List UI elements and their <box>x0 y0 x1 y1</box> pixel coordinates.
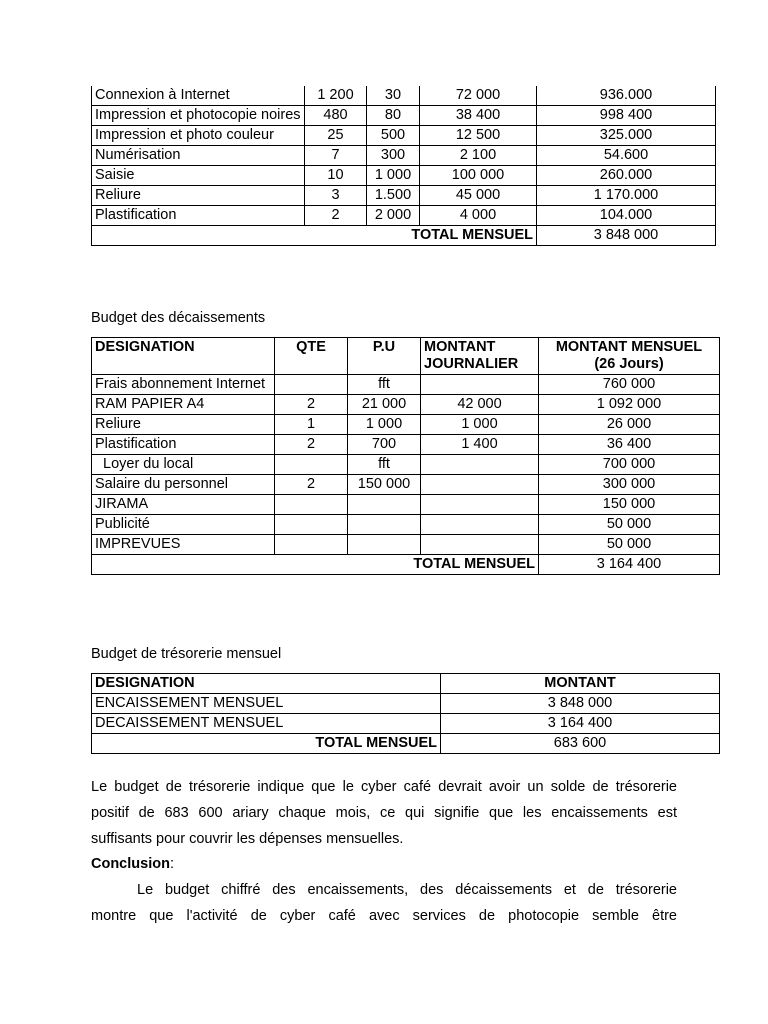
designation-cell: Plastification <box>92 435 275 455</box>
qte-cell: 480 <box>305 106 367 126</box>
montant-journalier-cell: 2 100 <box>420 146 537 166</box>
table-row <box>92 475 720 495</box>
tresorerie-paragraph <box>91 774 677 852</box>
total-row <box>92 734 720 754</box>
montant-mensuel-cell: 36 400 <box>539 435 720 455</box>
pu-cell <box>348 515 421 535</box>
tresorerie-title: Budget de trésorerie mensuel <box>91 646 282 662</box>
montant-mensuel-cell: 54.600 <box>537 146 716 166</box>
montant-journalier-cell: 12 500 <box>420 126 537 146</box>
pu-cell <box>348 535 421 555</box>
qte-cell: 1 <box>275 415 348 435</box>
designation-cell: DECAISSEMENT MENSUEL <box>92 714 441 734</box>
montant-journalier-cell: 42 000 <box>421 395 539 415</box>
pu-cell: 80 <box>367 106 420 126</box>
qte-cell <box>275 455 348 475</box>
pu-cell: 300 <box>367 146 420 166</box>
designation-cell: Reliure <box>92 415 275 435</box>
header-designation: DESIGNATION <box>92 338 275 375</box>
qte-cell <box>275 495 348 515</box>
montant-mensuel-cell: 700 000 <box>539 455 720 475</box>
pu-cell: 700 <box>348 435 421 455</box>
table-row <box>92 106 716 126</box>
qte-cell <box>275 515 348 535</box>
header-montant-mensuel-line2: (26 Jours) <box>594 356 664 372</box>
montant-mensuel-cell: 50 000 <box>539 535 720 555</box>
montant-journalier-cell <box>421 475 539 495</box>
pu-cell: 30 <box>367 86 420 106</box>
montant-mensuel-cell: 325.000 <box>537 126 716 146</box>
montant-cell: 3 164 400 <box>441 714 720 734</box>
header-montant-journalier: MONTANT JOURNALIER <box>421 338 539 375</box>
montant-mensuel-cell: 1 170.000 <box>537 186 716 206</box>
qte-cell: 1 200 <box>305 86 367 106</box>
total-row <box>92 226 716 246</box>
table-row <box>92 714 720 734</box>
designation-cell: Loyer du local <box>92 455 275 475</box>
montant-journalier-cell <box>421 495 539 515</box>
qte-cell: 10 <box>305 166 367 186</box>
decaissements-header-row <box>92 338 720 375</box>
header-pu: P.U <box>348 338 421 375</box>
montant-journalier-cell: 45 000 <box>420 186 537 206</box>
montant-cell: 3 848 000 <box>441 694 720 714</box>
paragraph-line-3: suffisants pour couvrir les dépenses mensuelles. <box>91 831 404 847</box>
montant-journalier-cell: 1 000 <box>421 415 539 435</box>
decaissements-table <box>91 337 720 575</box>
designation-cell: IMPREVUES <box>92 535 275 555</box>
tresorerie-table <box>91 673 720 754</box>
montant-journalier-cell: 38 400 <box>420 106 537 126</box>
encaissements-table <box>91 86 716 246</box>
montant-mensuel-cell: 104.000 <box>537 206 716 226</box>
table-row <box>92 126 716 146</box>
conclusion-line-2: montre que l'activité de cyber café avec services de photocopie semble être <box>91 908 677 924</box>
header-montant-mensuel <box>539 338 720 375</box>
montant-journalier-cell <box>421 515 539 535</box>
montant-journalier-cell: 72 000 <box>420 86 537 106</box>
total-value: 3 848 000 <box>537 226 716 246</box>
table-row <box>92 375 720 395</box>
qte-cell: 7 <box>305 146 367 166</box>
designation-cell: Connexion à Internet <box>92 86 305 106</box>
designation-cell: Frais abonnement Internet <box>92 375 275 395</box>
montant-mensuel-cell: 300 000 <box>539 475 720 495</box>
designation-cell: Salaire du personnel <box>92 475 275 495</box>
table-row <box>92 694 720 714</box>
header-montant-mensuel-line1: MONTANT MENSUEL <box>555 339 703 355</box>
total-row <box>92 555 720 575</box>
pu-cell: 1 000 <box>348 415 421 435</box>
montant-journalier-cell: 4 000 <box>420 206 537 226</box>
paragraph-line-1: Le budget de trésorerie indique que le cyber café devrait avoir un solde de trésorerie <box>91 779 677 795</box>
pu-cell: 1.500 <box>367 186 420 206</box>
table-row <box>92 415 720 435</box>
designation-cell: Saisie <box>92 166 305 186</box>
montant-mensuel-cell: 260.000 <box>537 166 716 186</box>
table-row <box>92 86 716 106</box>
qte-cell: 2 <box>275 395 348 415</box>
table-row <box>92 395 720 415</box>
montant-mensuel-cell: 150 000 <box>539 495 720 515</box>
tresorerie-header-row <box>92 674 720 694</box>
montant-mensuel-cell: 760 000 <box>539 375 720 395</box>
conclusion-label: Conclusion <box>91 856 170 872</box>
montant-mensuel-cell: 998 400 <box>537 106 716 126</box>
designation-cell: Impression et photocopie noires <box>92 106 305 126</box>
designation-cell: RAM PAPIER A4 <box>92 395 275 415</box>
montant-mensuel-cell: 26 000 <box>539 415 720 435</box>
conclusion-heading <box>91 852 174 876</box>
designation-cell: Numérisation <box>92 146 305 166</box>
designation-cell: Plastification <box>92 206 305 226</box>
conclusion-paragraph <box>91 877 677 929</box>
table-row <box>92 166 716 186</box>
montant-journalier-cell <box>421 535 539 555</box>
qte-cell: 2 <box>275 435 348 455</box>
table-row <box>92 186 716 206</box>
table-row <box>92 515 720 535</box>
pu-cell: 1 000 <box>367 166 420 186</box>
paragraph-line-2: positif de 683 600 ariary chaque mois, ce qui signifie que les encaissements est <box>91 805 677 821</box>
total-value: 3 164 400 <box>539 555 720 575</box>
table-row <box>92 146 716 166</box>
header-designation: DESIGNATION <box>92 674 441 694</box>
montant-mensuel-cell: 50 000 <box>539 515 720 535</box>
pu-cell: fft <box>348 455 421 475</box>
designation-cell: Reliure <box>92 186 305 206</box>
qte-cell: 2 <box>275 475 348 495</box>
pu-cell: 21 000 <box>348 395 421 415</box>
table-row <box>92 495 720 515</box>
montant-journalier-cell: 100 000 <box>420 166 537 186</box>
table-row <box>92 435 720 455</box>
table-row <box>92 206 716 226</box>
montant-journalier-cell: 1 400 <box>421 435 539 455</box>
qte-cell: 25 <box>305 126 367 146</box>
conclusion-line-1: Le budget chiffré des encaissements, des décaissements et de trésorerie <box>137 882 677 898</box>
pu-cell: fft <box>348 375 421 395</box>
total-value: 683 600 <box>441 734 720 754</box>
montant-mensuel-cell: 936.000 <box>537 86 716 106</box>
montant-journalier-cell <box>421 455 539 475</box>
designation-cell: Publicité <box>92 515 275 535</box>
pu-cell: 2 000 <box>367 206 420 226</box>
total-label: TOTAL MENSUEL <box>92 734 441 754</box>
designation-cell: Impression et photo couleur <box>92 126 305 146</box>
total-label: TOTAL MENSUEL <box>92 555 539 575</box>
header-montant: MONTANT <box>441 674 720 694</box>
qte-cell: 2 <box>305 206 367 226</box>
pu-cell: 150 000 <box>348 475 421 495</box>
total-label: TOTAL MENSUEL <box>92 226 537 246</box>
designation-cell: JIRAMA <box>92 495 275 515</box>
designation-cell: ENCAISSEMENT MENSUEL <box>92 694 441 714</box>
montant-journalier-cell <box>421 375 539 395</box>
table-row <box>92 455 720 475</box>
table-row <box>92 535 720 555</box>
montant-mensuel-cell: 1 092 000 <box>539 395 720 415</box>
pu-cell: 500 <box>367 126 420 146</box>
header-qte: QTE <box>275 338 348 375</box>
qte-cell: 3 <box>305 186 367 206</box>
qte-cell <box>275 535 348 555</box>
conclusion-colon: : <box>169 856 174 872</box>
qte-cell <box>275 375 348 395</box>
decaissements-title: Budget des décaissements <box>91 310 266 326</box>
pu-cell <box>348 495 421 515</box>
